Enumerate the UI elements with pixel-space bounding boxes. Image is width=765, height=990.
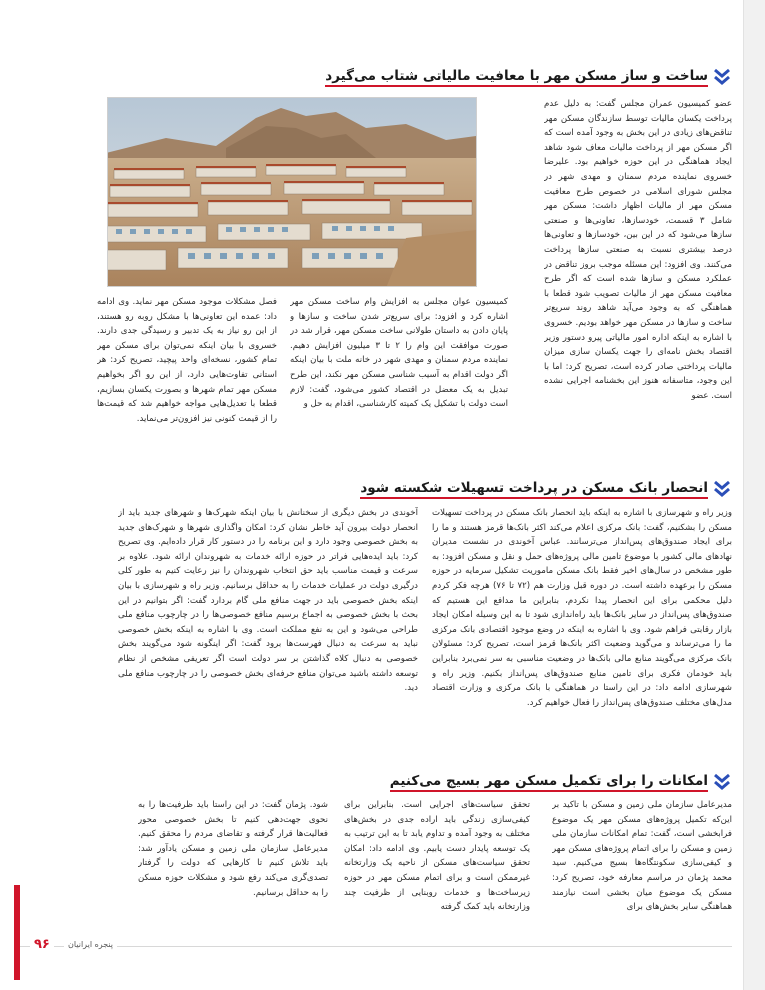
paragraph: وزیر راه و شهرسازی با اشاره به اینکه باید انحصار بانک مسکن در پرداخت تسهیلات مسکن را بشکنیم، گفت: بانک مرکزی اعلام می‌کند اکثر بانک‌ها قرمز هستند و ما را برای ایجاد صندوق‌های پس‌انداز می‌ترسانند. عباس آخوندی در نشست مدیران نهادهای مالی کشور با موضوع تامین مالی پروژه‌های حمل و نقل و مسکن افزود: به طور مشخص در سال‌های اخیر فقط بانک مسکن ماموریت تشکیل سرمایه در حوزه مسکن را برعهده داشته است. در دوره قبل وزارت هم (۷۲ تا ۷۶) هرچه فکر کردم دلیل محکمی برای این انحصار پیدا نکردم، بنابراین ما مدافع این هستیم که صندوق‌های پس‌انداز در سایر بانک‌ها باید راه‌اندازی شود تا به این وسیله امکان ایجاد بازار رقابتی فراهم شود. وی با اشاره به اینکه در وضع موجود اقتصادی بانک مرکزی ما را می‌ترساند و می‌گوید وضعیت اکثر بانک‌ها قرمز است، تصریح کرد: مسئولان بانک مرکزی می‌گویند منابع مالی بانک‌ها در وضعیت مناسبی به سر نمی‌برد بنابراین باید خودمان فکری برای تامین منابع صندوق‌های پس‌انداز بکنیم. وزیر راه و شهرسازی ادامه داد: در این راستا در هماهنگی با بانک مرکزی و وزارت اقتصاد مدل‌های مختلف صندوق‌های پس‌انداز را فعال خواهیم کرد. xyxy=(432,508,732,708)
section-2-heading xyxy=(360,478,732,500)
section-3-title: امکانات را برای تکمیل مسکن مهر بسیج می‌کنیم xyxy=(390,773,708,792)
magazine-name: پنجره ایرانیان xyxy=(64,940,117,949)
section-2-title: انحصار بانک مسکن در پرداخت تسهیلات شکسته شود xyxy=(360,480,708,499)
section-2-column-2 xyxy=(118,506,418,756)
section-1-column-3 xyxy=(97,295,277,465)
double-chevron-down-icon xyxy=(712,479,732,499)
paragraph: شود. پژمان گفت: در این راستا باید ظرفیت‌ها را به نحوی جهت‌دهی کنیم تا بخش خصوصی محور فعالیت‌ها قرار گرفته و تقاضای مردم را محقق کنیم. مدیرعامل سازمان ملی زمین و مسکن یادآور شد: باید تلاش کنیم تا کارهایی که دولت را گرفتار تصدی‌گری می‌کند رفع شود و مشکلات حوزه مسکن را به حداقل برسانیم. xyxy=(138,800,328,898)
section-3-heading xyxy=(390,771,732,793)
paragraph: تحقق سیاست‌های اجرایی است. بنابراین برای کیفی‌سازی زندگی باید اراده جدی در بخش‌های مختلف به وجود آمده و تداوم یابد تا به این ترتیب به یک توسعه پایدار دست یابیم. وی ادامه داد: امکان تحقق سیاست‌های مسکن از ناحیه یک وزارتخانه غیرممکن است و برای اتمام مسکن مهر در حوزه زیرساخت‌ها و خدمات روبنایی از ظرفیت چند وزارتخانه باید کمک گرفته xyxy=(344,800,530,913)
section-3-column-3 xyxy=(138,798,328,932)
section-3-column-2 xyxy=(344,798,530,932)
paragraph: کمیسیون عوان مجلس به افزایش وام ساخت مسکن مهر اشاره کرد و افزود: برای سریع‌تر شدن ساخت و سازها و پایان دادن به داستان طولانی ساخت مسکن مهر، قرار شد در صورت موافقت این وام را ۲ تا ۳ میلیون افزایش دهیم. نماینده مردم سمنان و مهدی شهر در خانه ملت با بیان اینکه اگر دولت اقدام به آسیب شناسی مسکن مهر نکند، این طرح تبدیل به یک معضل در اقتصاد کشور می‌شود، گفت: لازم است دولت با تشکیل یک کمیته کارشناسی، اقدام به حل و xyxy=(290,297,508,410)
section-1-column-2 xyxy=(290,295,508,465)
paragraph: عضو کمیسیون عمران مجلس گفت: به دلیل عدم پرداخت یکسان مالیات توسط سازندگان مسکن مهر تناقض‌های زیادی در این بخش به وجود آمده است که اگر مسکن مهر از پرداخت مالیات معاف شود شاهد ایجاد هماهنگی در این حوزه خواهیم بود. علیرضا خسروی نماینده مردم سمنان و مهدی شهر در مجلس شورای اسلامی در خصوص طرح معافیت مسکن مهر از مالیات اظهار داشت: مسکن مهر شامل ۳ قسمت، خودسازها، تعاونی‌ها و صنعتی سازها می‌شود که در این بین، خودسازها و تعاونی‌ها درصد بیشتری نسبت به صنعتی سازها پرداخت می‌کنند. وی افزود: این مسئله موجب بروز تناقض در عملکرد مسکن و سازها شده است که اگر طرح معافیت مسکن مهر از مالیات تصویب شود قطعا با هماهنگی که به وجود می‌آید شاهد روند سریع‌تر ساخت و سازها در مسکن مهر خواهد بودیم. خسروی با اشاره به اینکه اداره امور مالیاتی پیرو دستور وزیر اقتصاد بخش نامه‌ای را جهت یکسان سازی میزان مالیات پرداختی صادر کرده است، تصریح کرد: اما با این وجود، متاسفانه هنوز این بخشنامه اجرایی نشده است. عضو xyxy=(544,99,732,401)
section-3-column-1 xyxy=(552,798,732,932)
paragraph: فصل مشکلات موجود مسکن مهر نماید. وی ادامه داد: عمده این تعاونی‌ها با مشکل روبه رو هستند، از این رو نیاز به یک تدبیر و رسیدگی جدی دارند. خسروی با بیان اینکه نمی‌توان برای مسکن مهر تمام کشور، نسخه‌ای واحد پیچید، تصریح کرد: هر استانی تفاوت‌هایی دارد، از این رو اگر بخواهیم مسکن مهر تمام شهرها و بصورت یکسان بسازیم، قطعا با تعدیل‌هایی مواجه خواهیم شد که قیمت‌ها را از قیمت کنونی نیز افزون‌تر می‌نماید. xyxy=(97,297,277,424)
section-2-column-1 xyxy=(432,506,732,756)
double-chevron-down-icon xyxy=(712,772,732,792)
housing-complex-photo xyxy=(107,97,477,287)
page-footer xyxy=(20,936,732,958)
section-1-heading xyxy=(325,66,732,88)
double-chevron-down-icon xyxy=(712,67,732,87)
section-1-column-1 xyxy=(544,97,732,465)
page-number: ۹۶ xyxy=(30,937,54,952)
section-1-title: ساخت و ساز مسکن مهر با معافیت مالیاتی شتاب می‌گیرد xyxy=(325,68,708,87)
footer-divider xyxy=(20,946,732,947)
paragraph: آخوندی در بخش دیگری از سخنانش با بیان اینکه شهرک‌ها و شهرهای جدید باید از انحصار دولت بیرون آید خاطر نشان کرد: امکان واگذاری شهرها و شهرک‌های جدید به بخش خصوصی وجود دارد و این برنامه را در دستور کار قرار داده‌ایم. وی تصریح کرد: باید ایده‌هایی فراتر در حوزه ارائه خدمات به شهروندان ارائه شود. علاوه بر سرعت و قیمت مناسب باید حق انتخاب شهروندان را نیز رعایت کنیم به طور کلی درگیری دولت در عملیات خدمات را به حداقل برسانیم. وزیر راه و شهرسازی با بیان اینکه بخش خصوصی باید در جهت منافع ملی گام بردارد گفت: اگر بتوانیم در این بحث با بخش خصوصی به اجماع برسیم منافع خصوصی‌ها را در چارچوب منافع ملی طراحی می‌شود و این به نفع مملکت است. وی با اشاره به اینکه بخش خصوصی نباید به سرعت به دنبال فهرست‌ها برود گفت: اگر اینگونه شود می‌گویند بخش خصوصی به دنبال کلاه گذاشتن بر سر دولت است اگر تعریفی مشخص از نظام توسعه داشته باشید می‌توان منافع حرفه‌ای بخش خصوصی را در چارچوب منافع ملی دید. xyxy=(118,508,418,694)
paragraph: مدیرعامل سازمان ملی زمین و مسکن با تاکید بر این‌که تکمیل پروژه‌های مسکن مهر یک موضوع فرابخشی است، گفت: تمام امکانات سازمان ملی زمین و مسکن را برای اتمام پروژه‌های مسکن مهر و کیفی‌سازی سکونتگاه‌ها بسیج می‌کنیم. سید محمد پژمان در مراسم معارفه خود، تصریح کرد: مسکن یک موضوع میان بخشی است نیازمند هماهنگی سایر بخش‌های برای xyxy=(552,800,732,913)
page-edge-strip xyxy=(743,0,765,990)
page-edge-accent xyxy=(14,885,20,980)
